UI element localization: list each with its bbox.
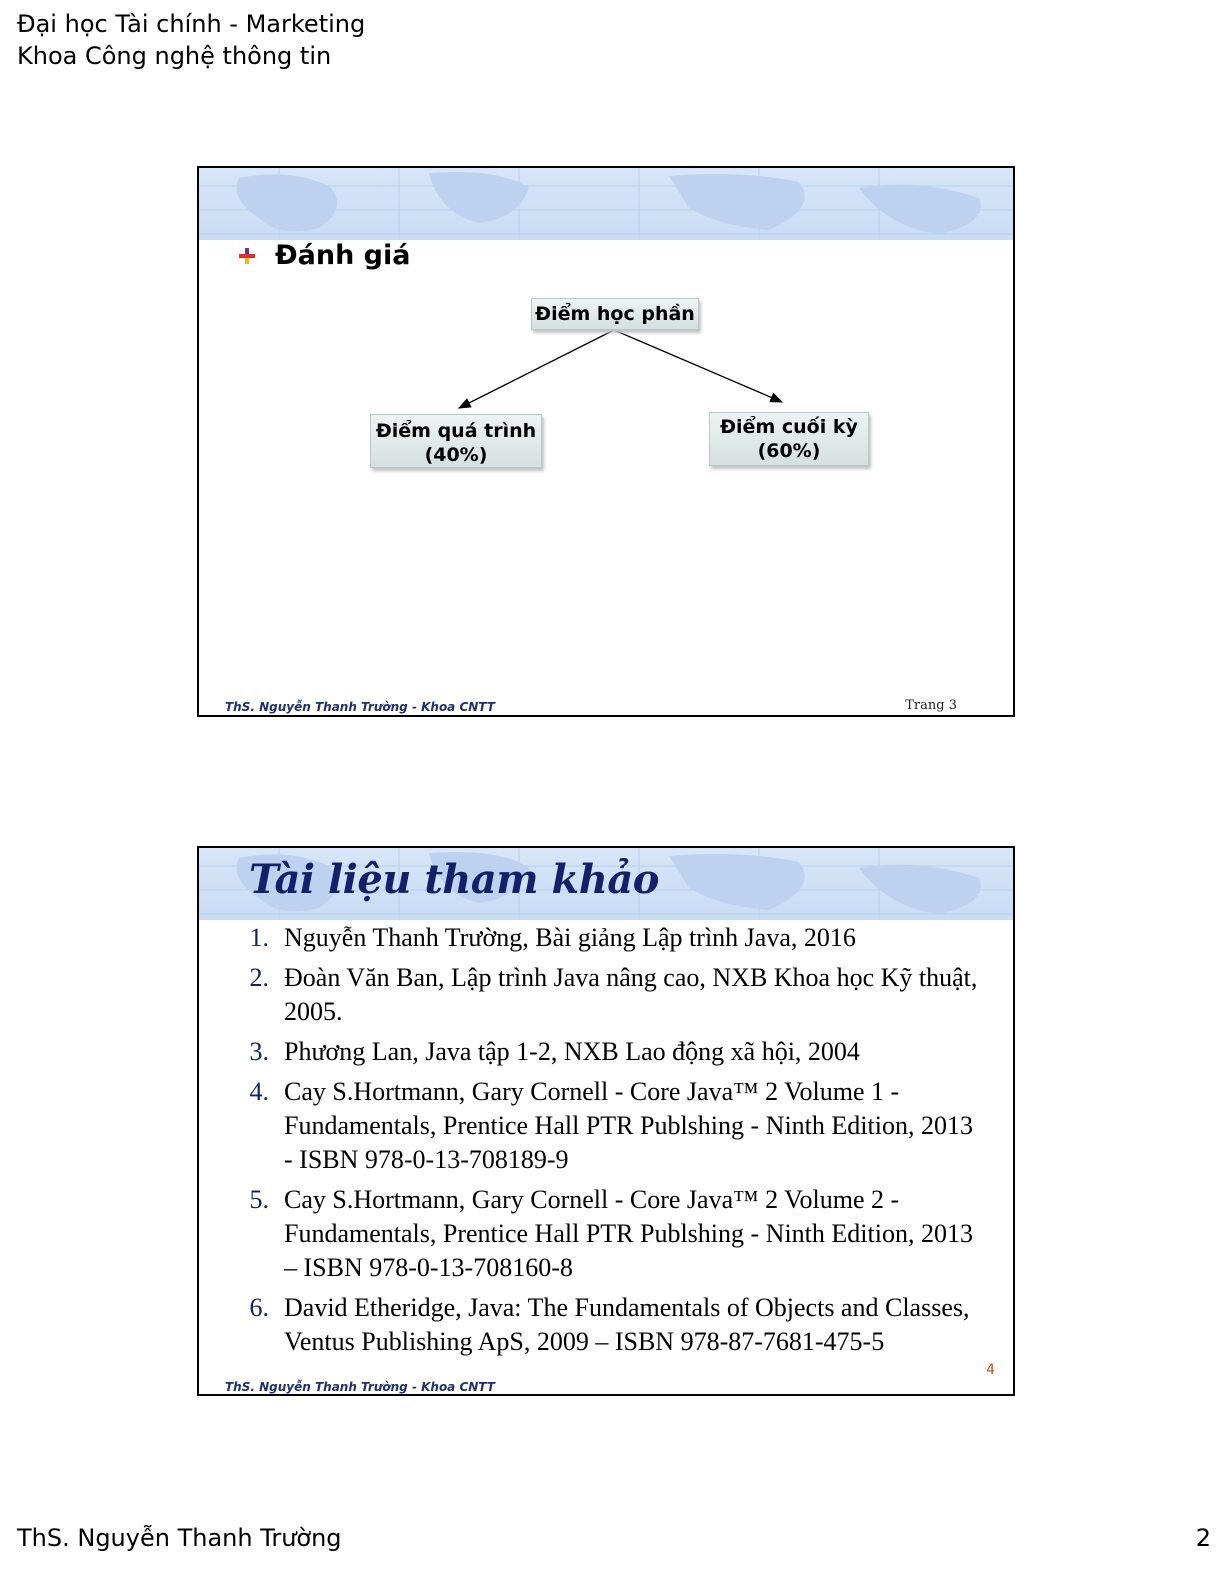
list-item-number: 6. bbox=[249, 1293, 269, 1322]
page-number: 2 bbox=[1195, 1524, 1211, 1552]
right-node-percent: (60%) bbox=[757, 440, 821, 462]
left-node-percent: (40%) bbox=[424, 444, 488, 466]
list-item bbox=[239, 1291, 979, 1359]
slide-page-number: Trang 3 bbox=[905, 698, 957, 713]
reference-list bbox=[239, 921, 979, 1365]
list-item-number: 3. bbox=[249, 1037, 269, 1066]
list-item-text: Nguyễn Thanh Trường, Bài giảng Lập trình Java, 2016 bbox=[284, 923, 856, 952]
slide-references bbox=[197, 846, 1015, 1396]
list-item-text: Cay S.Hortmann, Gary Cornell - Core Java™ 2 Volume 2 - Fundamentals, Prentice Hall PTR Publshing - Ninth Edition, 2013 – ISBN 978-0-13-708160-8 bbox=[284, 1185, 973, 1282]
list-item-number: 4. bbox=[249, 1077, 269, 1106]
page-header bbox=[17, 8, 365, 72]
faculty-name: Khoa Công nghệ thông tin bbox=[17, 42, 332, 70]
list-item bbox=[239, 961, 979, 1029]
section-title: Đánh giá bbox=[275, 240, 411, 271]
list-item-number: 1. bbox=[249, 923, 269, 952]
list-item bbox=[239, 1035, 979, 1069]
list-item bbox=[239, 1075, 979, 1177]
left-node-label: Điểm quá trình bbox=[375, 420, 537, 442]
list-item-text: Đoàn Văn Ban, Lập trình Java nâng cao, NXB Khoa học Kỹ thuật, 2005. bbox=[284, 963, 978, 1026]
diagram-root-node bbox=[531, 298, 699, 330]
list-item-number: 2. bbox=[249, 963, 269, 992]
university-name: Đại học Tài chính - Marketing bbox=[17, 10, 366, 38]
list-item bbox=[239, 1183, 979, 1285]
list-item-number: 5. bbox=[249, 1185, 269, 1214]
diagram-connectors bbox=[199, 168, 1015, 717]
list-item bbox=[239, 921, 979, 955]
list-item-text: David Etheridge, Java: The Fundamentals of Objects and Classes, Ventus Publishing ApS, 2009 – ISBN 978-87-7681-475-5 bbox=[284, 1293, 970, 1356]
slide-evaluation bbox=[197, 166, 1015, 717]
slide-page-number: 4 bbox=[986, 1362, 995, 1378]
diagram-left-node bbox=[370, 414, 542, 468]
right-node-label: Điểm cuối kỳ bbox=[720, 416, 858, 438]
list-item-text: Cay S.Hortmann, Gary Cornell - Core Java™ 2 Volume 1 - Fundamentals, Prentice Hall PTR Publshing - Ninth Edition, 2013 - ISBN 978-0-13-708189-9 bbox=[284, 1077, 973, 1174]
list-item-text: Phương Lan, Java tập 1-2, NXB Lao động xã hội, 2004 bbox=[284, 1037, 860, 1066]
diagram-right-node bbox=[709, 412, 869, 466]
slide-footer-author: ThS. Nguyễn Thanh Trường - Khoa CNTT bbox=[225, 700, 495, 714]
root-node-label: Điểm học phần bbox=[535, 303, 695, 325]
page-footer-author: ThS. Nguyễn Thanh Trường bbox=[17, 1524, 342, 1552]
slide-footer-author: ThS. Nguyễn Thanh Trường - Khoa CNTT bbox=[225, 1380, 495, 1394]
slide-title: Tài liệu tham khảo bbox=[249, 856, 659, 903]
